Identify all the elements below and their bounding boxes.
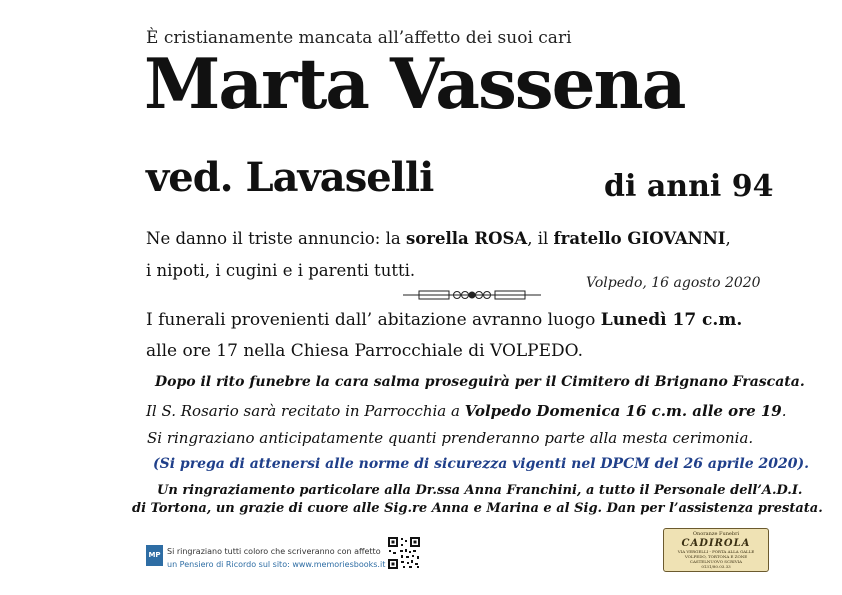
funeral-town: VOLPEDO. — [489, 341, 583, 361]
special-thanks-line-1: Un ringraziamento particolare alla Dr.ssa Anna Franchini, a tutto il Personale dell’A.D.I. — [157, 483, 803, 498]
funeral-time-place: alle ore 17 nella Chiesa Parrocchiale di — [146, 341, 490, 361]
rosary-when: Volpedo Domenica 16 c.m. alle ore 19 — [464, 402, 782, 420]
widow-of: ved. Lavaselli — [146, 154, 434, 201]
rosary-note — [146, 402, 787, 420]
funeral-day: Lunedì 17 c.m. — [600, 310, 743, 330]
agency-line-1: VIA VERGELLI - PORTA ALLA GALLE — [677, 549, 755, 554]
rosary-prefix: Il S. Rosario sarà recitato in Parrocchia a — [146, 402, 465, 420]
agency-phone: 0131/80.03.33 — [701, 564, 731, 569]
brother-name: GIOVANNI — [627, 229, 726, 248]
deceased-age: di anni 94 — [604, 169, 774, 204]
footer-line-1: Si ringraziano tutti coloro che scriveranno con affetto — [167, 547, 381, 556]
funeral-agency-badge — [663, 528, 769, 572]
agency-name: CADIROLA — [681, 538, 751, 549]
sister-label: sorella — [405, 229, 475, 248]
intro-text: È cristianamente mancata all’affetto dei suoi cari — [146, 28, 572, 48]
special-thanks-line-2: di Tortona, un grazie di cuore alle Sig.re Anna e Marina e al Sig. Dan per l’assistenza prestata. — [132, 501, 823, 516]
announcement-sep: , il — [527, 229, 554, 248]
announcement-line-1 — [146, 229, 731, 248]
funeral-line-2 — [146, 341, 583, 361]
agency-line-3: CASTELNUOVO SCRIVIA — [689, 559, 743, 564]
funeral-prefix: I funerali provenienti dall’ abitazione avranno luogo — [146, 310, 601, 330]
brother-label: fratello — [553, 229, 628, 248]
qr-code-icon[interactable] — [387, 536, 421, 570]
announcement-prefix: Ne danno il triste annuncio: la — [146, 229, 406, 248]
announcement-suffix: , — [725, 229, 731, 248]
ornamental-divider — [403, 288, 541, 302]
place-date: Volpedo, 16 agosto 2020 — [586, 275, 761, 291]
sister-name: ROSA — [474, 229, 528, 248]
deceased-name: Marta Vassena — [144, 44, 685, 125]
rosary-suffix: . — [781, 402, 787, 420]
burial-note: Dopo il rito funebre la cara salma proseguirà per il Cimitero di Brignano Frascata. — [155, 374, 805, 390]
funeral-line-1 — [146, 310, 742, 330]
footer-line-2[interactable]: un Pensiero di Ricordo sul sito: www.memoriesbooks.it — [167, 560, 386, 569]
announcement-line-2: i nipoti, i cugini e i parenti tutti. — [146, 261, 416, 280]
thanks-note: Si ringraziano anticipatamente quanti prenderanno parte alla mesta cerimonia. — [147, 429, 754, 447]
agency-top: Onoranze Funebri — [692, 531, 740, 537]
safety-note: (Si prega di attenersi alle norme di sicurezza vigenti nel DPCM del 26 aprile 2020). — [153, 456, 809, 472]
memoriesbooks-logo: MP — [146, 545, 163, 566]
footer-text — [167, 545, 407, 571]
agency-line-2: VOLPEDO, TORTONA E ZONE — [684, 554, 748, 559]
